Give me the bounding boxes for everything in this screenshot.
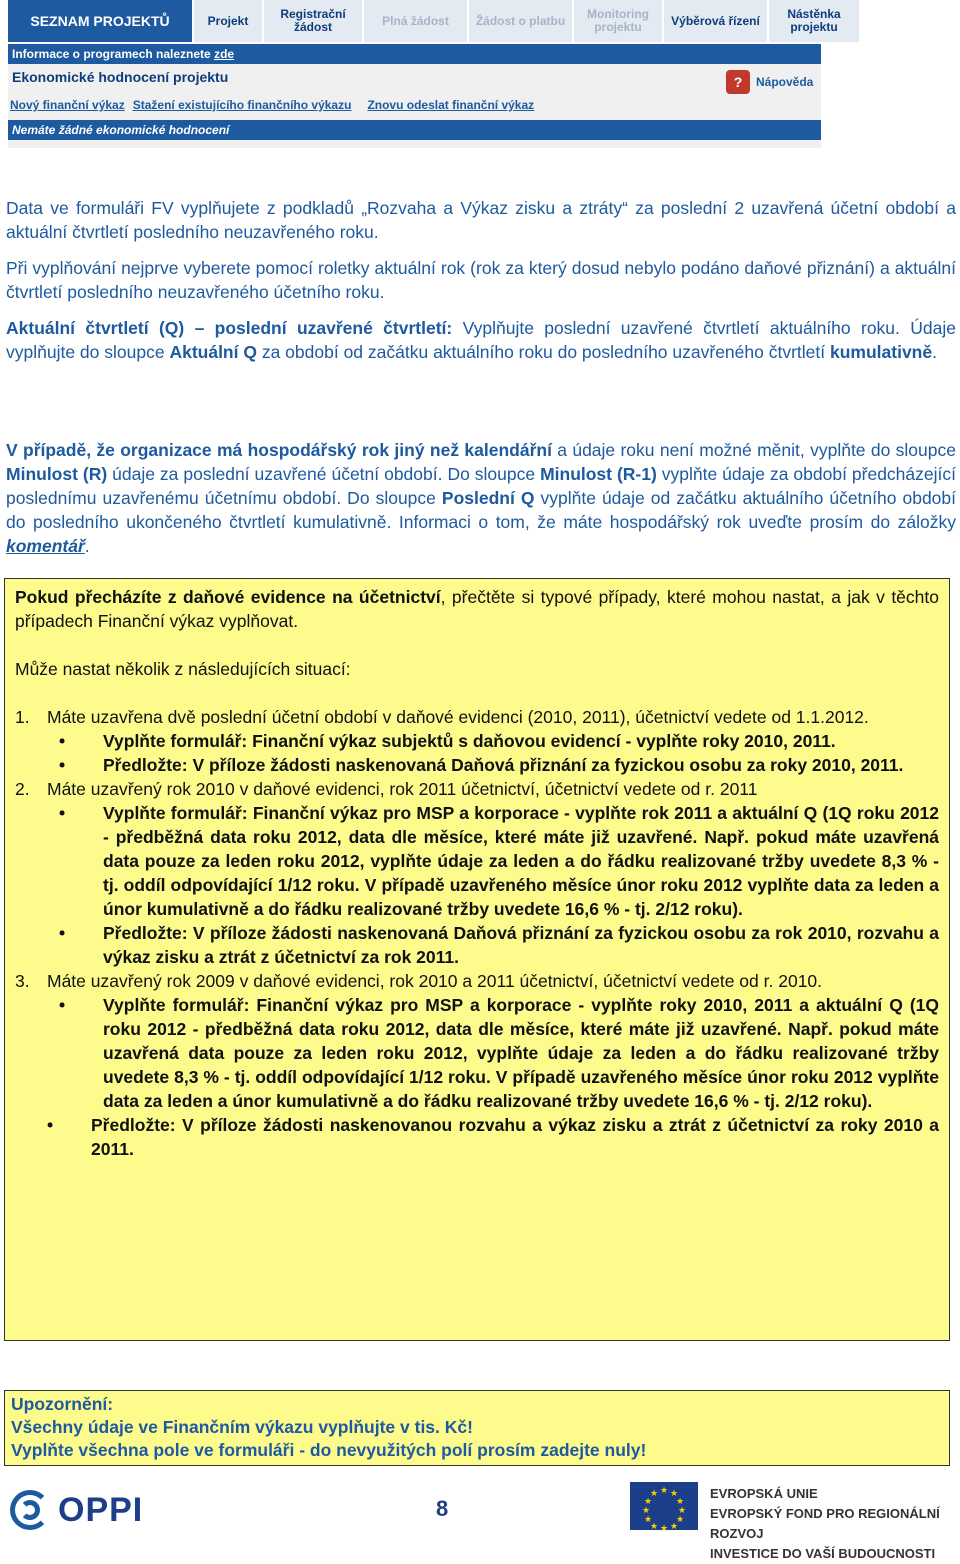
nav-tab-monitoring: Monitoring projektu — [574, 0, 664, 42]
case-bullet — [59, 801, 939, 921]
nav-tab-registration[interactable]: Registrační žádost — [264, 0, 364, 42]
footer — [0, 1476, 960, 1561]
help-book-icon[interactable]: ? — [726, 70, 750, 94]
case-item — [15, 969, 939, 993]
transition-info-box — [4, 578, 950, 1341]
warning-line-2: Vyplňte všechna pole ve formuláři - do nevyužitých polí prosím zadejte nuly! — [11, 1440, 647, 1460]
p4-end: . — [84, 536, 90, 556]
p4-text-3: vyplňte údaje za období předcházející poslednímu uzavřenému účetnímu období. Do sloupce — [6, 464, 956, 508]
bullet-icon: • — [47, 1115, 54, 1135]
nav-tab-project-list[interactable]: SEZNAM PROJEKTŮ — [8, 0, 194, 42]
eu-line-2: EVROPSKÝ FOND PRO REGIONÁLNÍ ROZVOJ — [710, 1506, 940, 1541]
case-bullet — [59, 753, 939, 777]
bullet-icon: • — [59, 755, 66, 775]
empty-message: Nemáte žádné ekonomické hodnocení — [8, 120, 821, 140]
case-number: 2. — [15, 779, 30, 799]
case-bullet — [59, 921, 939, 969]
p4-column-r: Minulost (R) — [6, 464, 108, 484]
p3-text: Vyplňujte poslední uzavřené čtvrtletí aktuálního roku. Údaje vyplňujte do sloupce — [6, 318, 956, 362]
top-navigation — [8, 0, 952, 42]
case-text: Máte uzavřený rok 2010 v daňové evidenci, rok 2011 účetnictví, účetnictví vedete od r. 2011 — [47, 779, 758, 799]
info-text: Informace o programech naleznete — [12, 47, 215, 61]
bullet-icon: • — [59, 731, 66, 751]
p4-text: a údaje roku není možné měnit, vyplňte do sloupce — [551, 440, 956, 460]
help-label[interactable]: Nápověda — [756, 75, 814, 89]
case-item — [15, 777, 939, 801]
oppi-logo-text: OPPI — [58, 1490, 144, 1529]
bullet-icon: • — [59, 923, 66, 943]
bullet-text: Předložte: V příloze žádosti naskenovaná Daňová přiznání za fyzickou osobu za roky 2010, 2011. — [103, 755, 904, 775]
p3-column-name: Aktuální Q — [169, 342, 257, 362]
economic-evaluation-panel — [8, 44, 821, 148]
p3-text-2: za období od začátku aktuálního roku do posledního uzavřeného čtvrtletí — [256, 342, 830, 362]
nav-tab-tenders[interactable]: Výběrová řízení — [664, 0, 769, 42]
instruction-paragraph-4 — [6, 438, 956, 558]
comment-tab-link[interactable]: komentář — [6, 536, 85, 556]
box-intro-bold: Pokud přecházíte z daňové evidence na účetnictví — [15, 587, 441, 607]
instruction-paragraph-2: Při vyplňování nejprve vyberete pomocí roletky aktuální rok (rok za který dosud nebylo podáno daňové přiznání) a aktuální čtvrtletí posledního neuzavřeného účetního roku. — [6, 258, 956, 302]
case-text: Máte uzavřený rok 2009 v daňové evidenci, rok 2010 a 2011 účetnictví, účetnictví vedete od r. 2010. — [47, 971, 823, 991]
p3-end: . — [932, 342, 937, 362]
info-link[interactable]: zde — [214, 47, 235, 61]
eu-flag-icon: ★ ★ ★ ★ ★ ★ ★ ★ ★ ★ ★ ★ — [630, 1482, 698, 1530]
bullet-icon: • — [59, 995, 66, 1015]
bullet-text: Předložte: V příloze žádosti naskenovanou rozvahu a výkaz zisku a ztrát z účetnictví za roky 2010 a 2011. — [91, 1115, 939, 1159]
oppi-logo — [10, 1490, 143, 1530]
page-number: 8 — [436, 1496, 449, 1521]
nav-tab-payment-request: Žádost o platbu — [469, 0, 574, 42]
instruction-paragraph-3 — [6, 316, 956, 364]
situations-intro: Může nastat několik z následujících situací: — [15, 659, 351, 679]
case-bullet — [47, 1113, 939, 1161]
help-link[interactable] — [726, 70, 813, 94]
instruction-paragraph-1: Data ve formuláři FV vyplňujete z podkladů „Rozvaha a Výkaz zisku a ztráty“ za poslední 2 uzavřená účetní období a aktuální čtvrtletí posledního neuzavřeného roku. — [6, 198, 956, 242]
bullet-text: Vyplňte formulář: Finanční výkaz pro MSP a korporace - vyplňte rok 2011 a aktuální Q (1Q roku 2012 - předběžná data roku 2012, data dle měsíce, které máte již uzavřené. Např. pokud máte uzavřená data pouze za leden roku 2012, vyplňte údaje za leden a do řádku realizované tržby uvedete 8,3 % - tj. oddíl odpovídající 1/12 roku. V případě uzavřeného měsíce únor roku 2012 vyplňte data za leden a únor kumulativně a do řádku realizované tržby uvedete 16,6 % - tj. 2/12 roku). — [103, 803, 939, 919]
case-bullet — [59, 993, 939, 1113]
warning-line-1: Všechny údaje ve Finančním výkazu vyplňujte v tis. Kč! — [11, 1417, 473, 1437]
oppi-logo-icon — [10, 1490, 50, 1530]
panel-actions — [10, 98, 534, 112]
info-bar — [8, 44, 821, 64]
nav-tab-project-board[interactable]: Nástěnka projektu — [769, 0, 859, 42]
eu-text — [710, 1484, 960, 1564]
nav-tab-full-application: Plná žádost — [364, 0, 469, 42]
box-intro — [15, 585, 939, 633]
p4-column-r1: Minulost (R-1) — [540, 464, 657, 484]
bullet-text: Vyplňte formulář: Finanční výkaz subjektů s daňovou evidencí - vyplňte roky 2010, 2011. — [103, 731, 836, 751]
p4-column-q: Poslední Q — [441, 488, 535, 508]
new-financial-report-link[interactable]: Nový finanční výkaz — [10, 98, 125, 112]
bullet-icon: • — [59, 803, 66, 823]
download-financial-report-link[interactable]: Stažení existujícího finančního výkazu — [132, 98, 352, 112]
eu-line-3: INVESTICE DO VAŠÍ BUDOUCNOSTI — [710, 1546, 936, 1561]
p3-cumulative: kumulativně — [829, 342, 933, 362]
case-number: 3. — [15, 971, 30, 991]
nav-tab-project[interactable]: Projekt — [194, 0, 264, 42]
warning-title: Upozornění: — [11, 1394, 114, 1414]
case-number: 1. — [15, 707, 30, 727]
bullet-text: Předložte: V příloze žádosti naskenovaná Daňová přiznání za fyzickou osobu za rok 2010, rozvahu a výkaz zisku a ztrát z účetnictví za rok 2011. — [103, 923, 939, 967]
p4-text-4: vyplňte údaje od začátku aktuálního účetního období do posledního ukončeného čtvrtletí kumulativně. Informaci o tom, že máte hospodářský rok uveďte prosím do záložky — [6, 488, 957, 532]
p3-bold-lead: Aktuální čtvrtletí (Q) – poslední uzavřené čtvrtletí: — [6, 318, 453, 338]
p4-text-2: údaje za poslední uzavřené účetní období. Do sloupce — [107, 464, 541, 484]
resend-financial-report-link[interactable]: Znovu odeslat finanční výkaz — [367, 98, 535, 112]
panel-title: Ekonomické hodnocení projektu — [12, 69, 229, 85]
case-bullet — [59, 729, 939, 753]
p4-bold-lead: V případě, že organizace má hospodářský rok jiný než kalendářní — [6, 440, 552, 460]
case-text: Máte uzavřena dvě poslední účetní období v daňové evidenci (2010, 2011), účetnictví vedete od 1.1.2012. — [47, 707, 869, 727]
bullet-text: Vyplňte formulář: Finanční výkaz pro MSP a korporace - vyplňte roky 2010, 2011 a aktuální Q (1Q roku 2012 - předběžná data roku 2012, data dle měsíce, které máte již uzavřené. Např. pokud máte uzavřená data pouze za leden roku 2012, vyplňte údaje za leden a do řádku realizované tržby uvedete 8,3 % - tj. oddíl odpovídající 1/12 roku. V případě uzavřeného měsíce únor roku 2012 vyplňte data za leden a únor kumulativně a do řádku realizované tržby uvedete 16,6 % - tj. 2/12 roku). — [103, 995, 939, 1111]
case-item — [15, 705, 939, 729]
warning-box — [4, 1390, 950, 1466]
eu-line-1: EVROPSKÁ UNIE — [710, 1486, 818, 1501]
box-intro-rest: , přečtěte si typové případy, které mohou nastat, a jak v těchto případech Finanční výkaz vyplňovat. — [15, 587, 939, 631]
